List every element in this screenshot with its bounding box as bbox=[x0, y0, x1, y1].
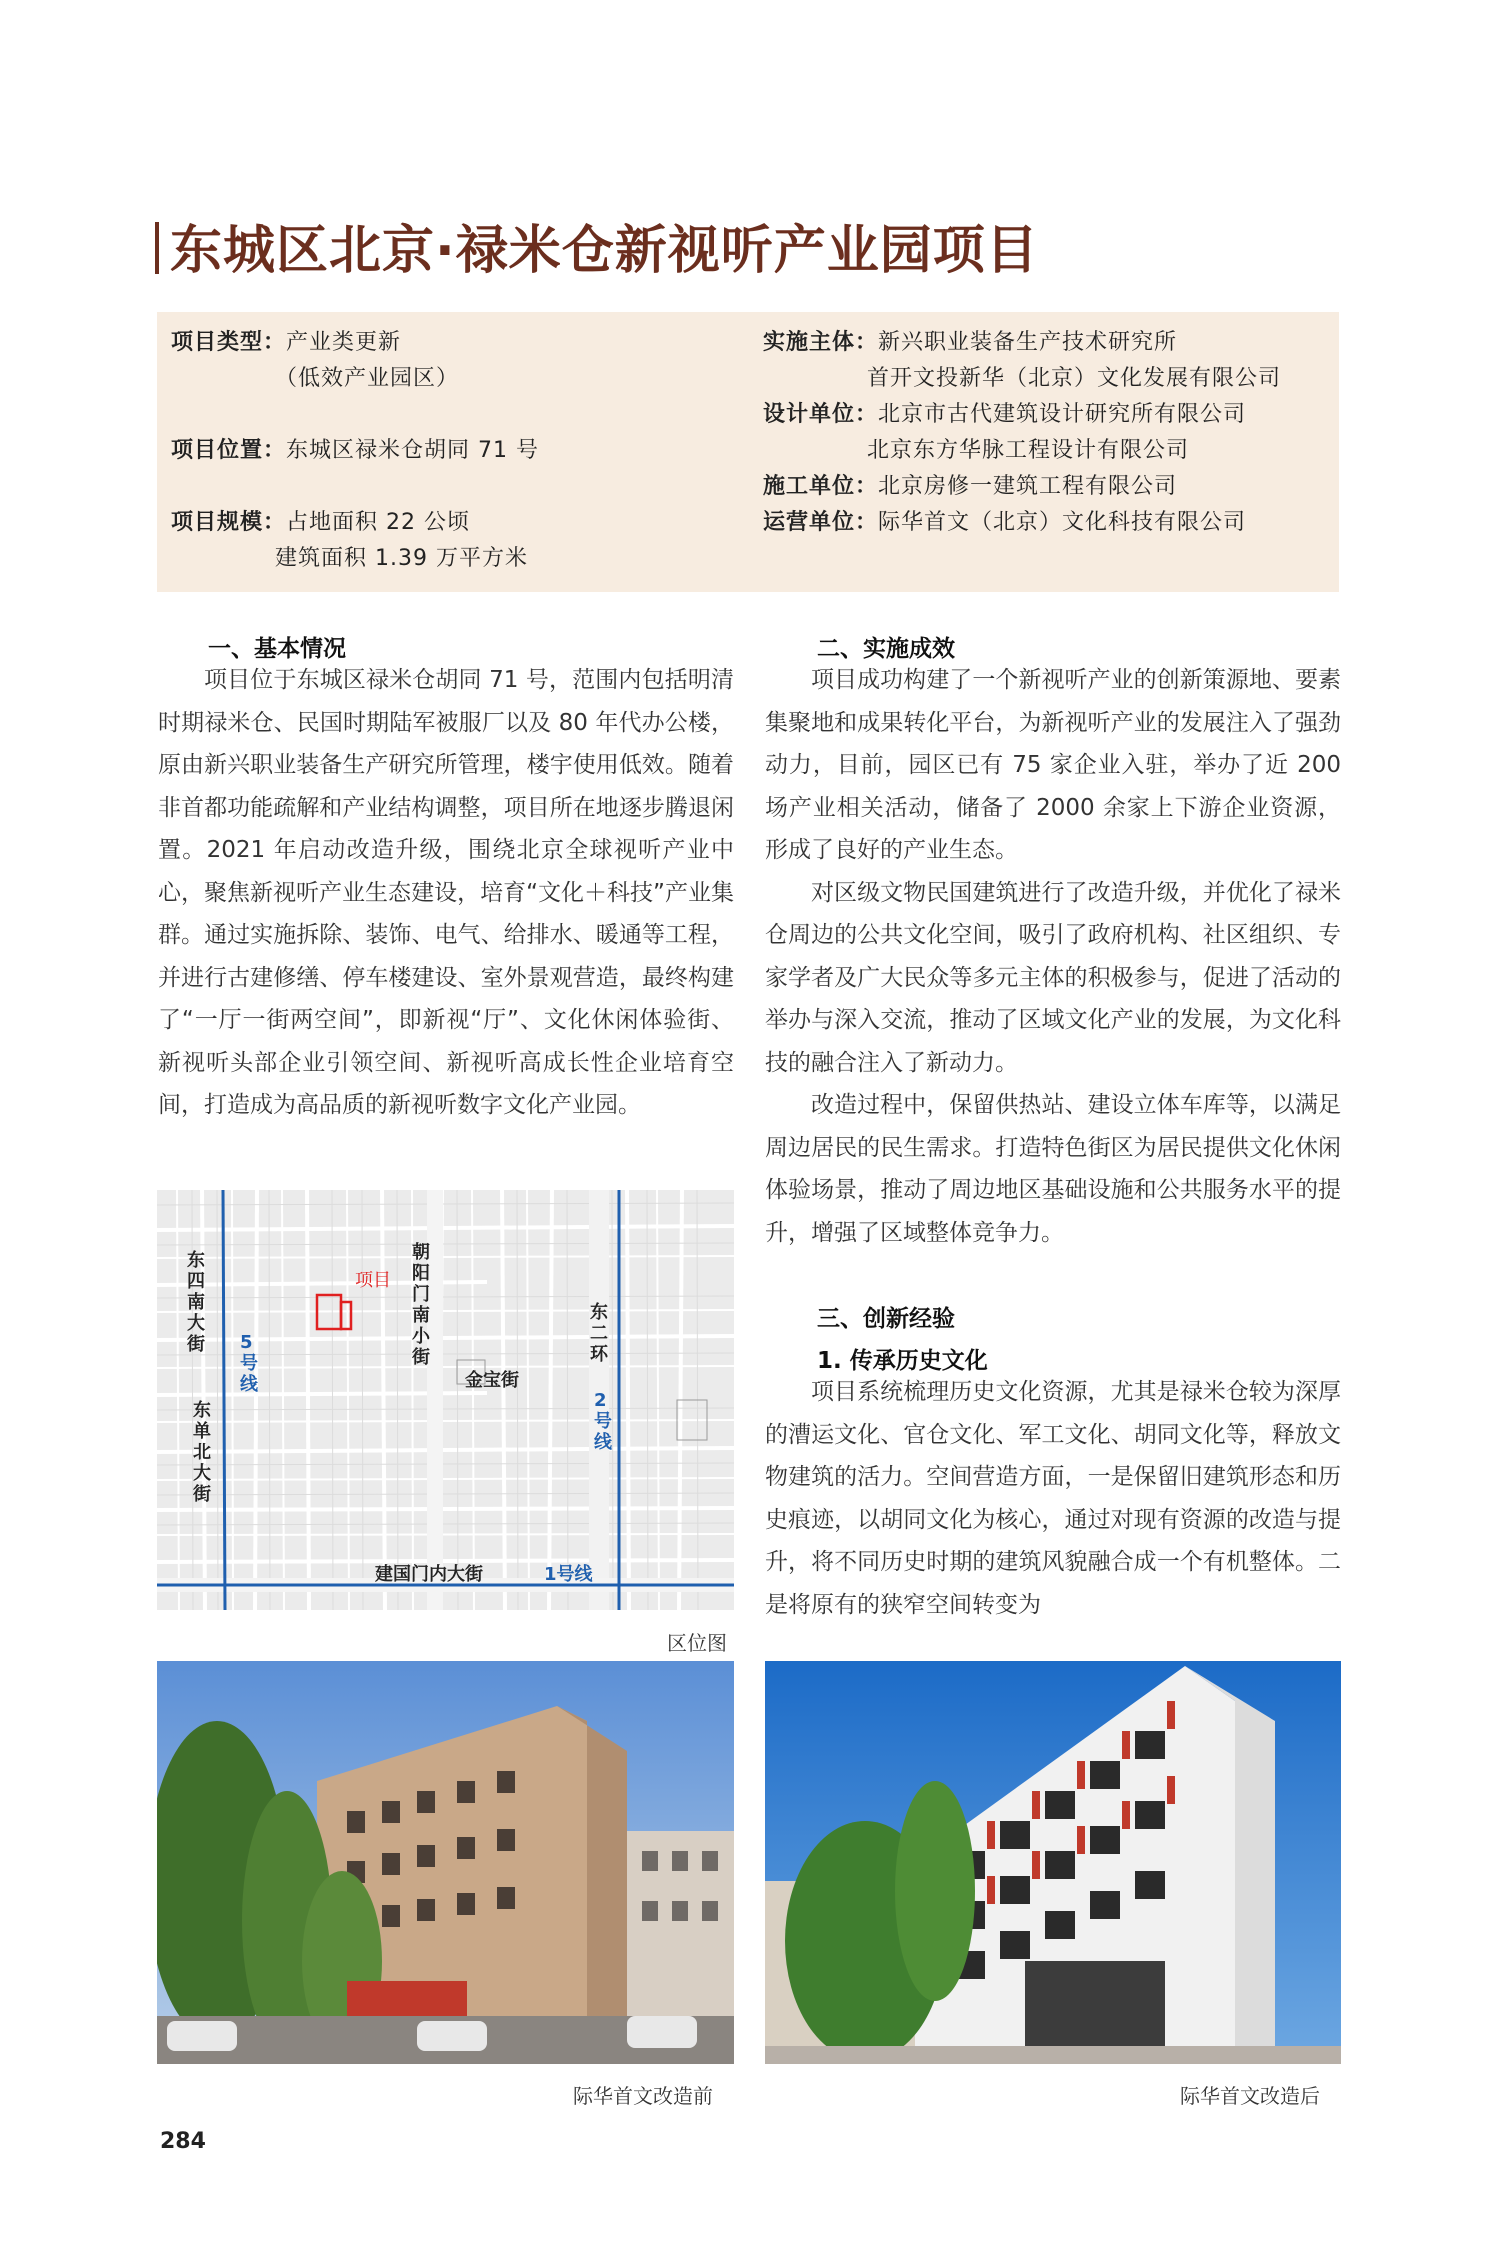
map-label-dongdan: 东单北大街 bbox=[193, 1400, 211, 1505]
results-text bbox=[765, 659, 1341, 1254]
page-title: 东城区北京·禄米仓新视听产业园项目 bbox=[170, 221, 1039, 281]
info-location: 项目位置：东城区禄米仓胡同 71 号 bbox=[171, 438, 539, 463]
map-label-line1: 1号线 bbox=[544, 1564, 593, 1585]
map-label-dongerhuan: 东二环 bbox=[590, 1302, 608, 1365]
innovation-paragraph: 项目系统梳理历史文化资源，尤其是禄米仓较为深厚的漕运文化、官仓文化、军工文化、胡同文化等，释放文物建筑的活力。空间营造方面，一是保留旧建筑形态和历史痕迹，以胡同文化为核心，通过对现有资源的改造与提升，将不同历史时期的建筑风貌融合成一个有机整体。二是将原有的狭窄空间转变为 bbox=[765, 1379, 1341, 1618]
info-type: 项目类型：产业类更新 bbox=[171, 330, 402, 355]
title-accent-bar bbox=[155, 222, 159, 274]
results-paragraph-2: 对区级文物民国建筑进行了改造升级，并优化了禄米仓周边的公共文化空间，吸引了政府机构、社区组织、专家学者及广大民众等多元主体的积极参与，促进了活动的举办与深入交流，推动了区域文化产业的发展，为文化科技的融合注入了新动力。 bbox=[765, 879, 1341, 1076]
photo-after-renovation bbox=[765, 1661, 1341, 2064]
basic-paragraph: 项目位于东城区禄米仓胡同 71 号，范围内包括明清时期禄米仓、民国时期陆军被服厂以及 80 年代办公楼，原由新兴职业装备生产研究所管理，楼宇使用低效。随着非首都功能疏解和产业结构调整，项目所在地逐步腾退闲置。2021 年启动改造升级，围绕北京全球视听产业中心，聚焦新视听产业生态建设，培育“文化＋科技”产业集群。通过实施拆除、装饰、电气、给排水、暖通等工程，并进行古建修缮、停车楼建设、室外景观营造，最终构建了“一厅一街两空间”，即新视“厅”、文化休闲体验街、新视听头部企业引领空间、新视听高成长性企业培育空间，打造成为高品质的新视听数字文化产业园。 bbox=[158, 667, 734, 1118]
results-paragraph-1: 项目成功构建了一个新视听产业的创新策源地、要素集聚地和成果转化平台，为新视听产业的发展注入了强劲动力，目前，园区已有 75 家企业入驻，举办了近 200 场产业相关活动，储备了 2000 余家上下游企业资源，形成了良好的产业生态。 bbox=[765, 667, 1341, 863]
map-label-chaoyangmen: 朝阳门南小街 bbox=[412, 1242, 430, 1368]
info-designer: 设计单位：北京市古代建筑设计研究所有限公司 bbox=[763, 402, 1247, 427]
info-builder: 施工单位：北京房修一建筑工程有限公司 bbox=[763, 474, 1178, 499]
map-label-project: 项目 bbox=[355, 1270, 391, 1291]
photo-before-renovation bbox=[157, 1661, 734, 2064]
location-map bbox=[157, 1190, 734, 1610]
map-label-line2: 2号线 bbox=[594, 1390, 612, 1453]
info-designer-2: 北京东方华脉工程设计有限公司 bbox=[867, 438, 1190, 463]
info-type-detail: （低效产业园区） bbox=[275, 366, 460, 391]
section-heading-results: 二、实施成效 bbox=[817, 636, 955, 662]
basic-text bbox=[158, 659, 734, 1127]
map-label-jinbao: 金宝街 bbox=[465, 1370, 519, 1391]
map-graphic bbox=[157, 1190, 734, 1610]
map-label-jianguomen: 建国门内大街 bbox=[375, 1564, 483, 1585]
map-caption: 区位图 bbox=[667, 1631, 727, 1655]
section-heading-innovation: 三、创新经验 bbox=[817, 1306, 955, 1332]
map-label-line5: 5号线 bbox=[240, 1332, 258, 1395]
after-caption: 际华首文改造后 bbox=[1180, 2084, 1320, 2108]
info-implementer-2: 首开文投新华（北京）文化发展有限公司 bbox=[867, 366, 1282, 391]
project-info-box bbox=[157, 312, 1339, 592]
before-photo-illustration bbox=[157, 1661, 734, 2064]
section-heading-basic: 一、基本情况 bbox=[208, 636, 346, 662]
before-caption: 际华首文改造前 bbox=[573, 2084, 713, 2108]
info-scale-detail: 建筑面积 1.39 万平方米 bbox=[275, 546, 528, 571]
innovation-text bbox=[765, 1371, 1341, 1626]
subheading-heritage: 1. 传承历史文化 bbox=[817, 1348, 988, 1374]
after-photo-illustration bbox=[765, 1661, 1341, 2064]
info-implementer: 实施主体：新兴职业装备生产技术研究所 bbox=[763, 330, 1178, 355]
results-paragraph-3: 改造过程中，保留供热站、建设立体车库等，以满足周边居民的民生需求。打造特色街区为居民提供文化休闲体验场景，推动了周边地区基础设施和公共服务水平的提升，增强了区域整体竞争力。 bbox=[765, 1092, 1341, 1246]
page-number: 284 bbox=[160, 2129, 206, 2154]
info-scale: 项目规模：占地面积 22 公顷 bbox=[171, 510, 470, 535]
info-operator: 运营单位：际华首文（北京）文化科技有限公司 bbox=[763, 510, 1247, 535]
map-label-dongsi: 东四南大街 bbox=[187, 1250, 205, 1355]
